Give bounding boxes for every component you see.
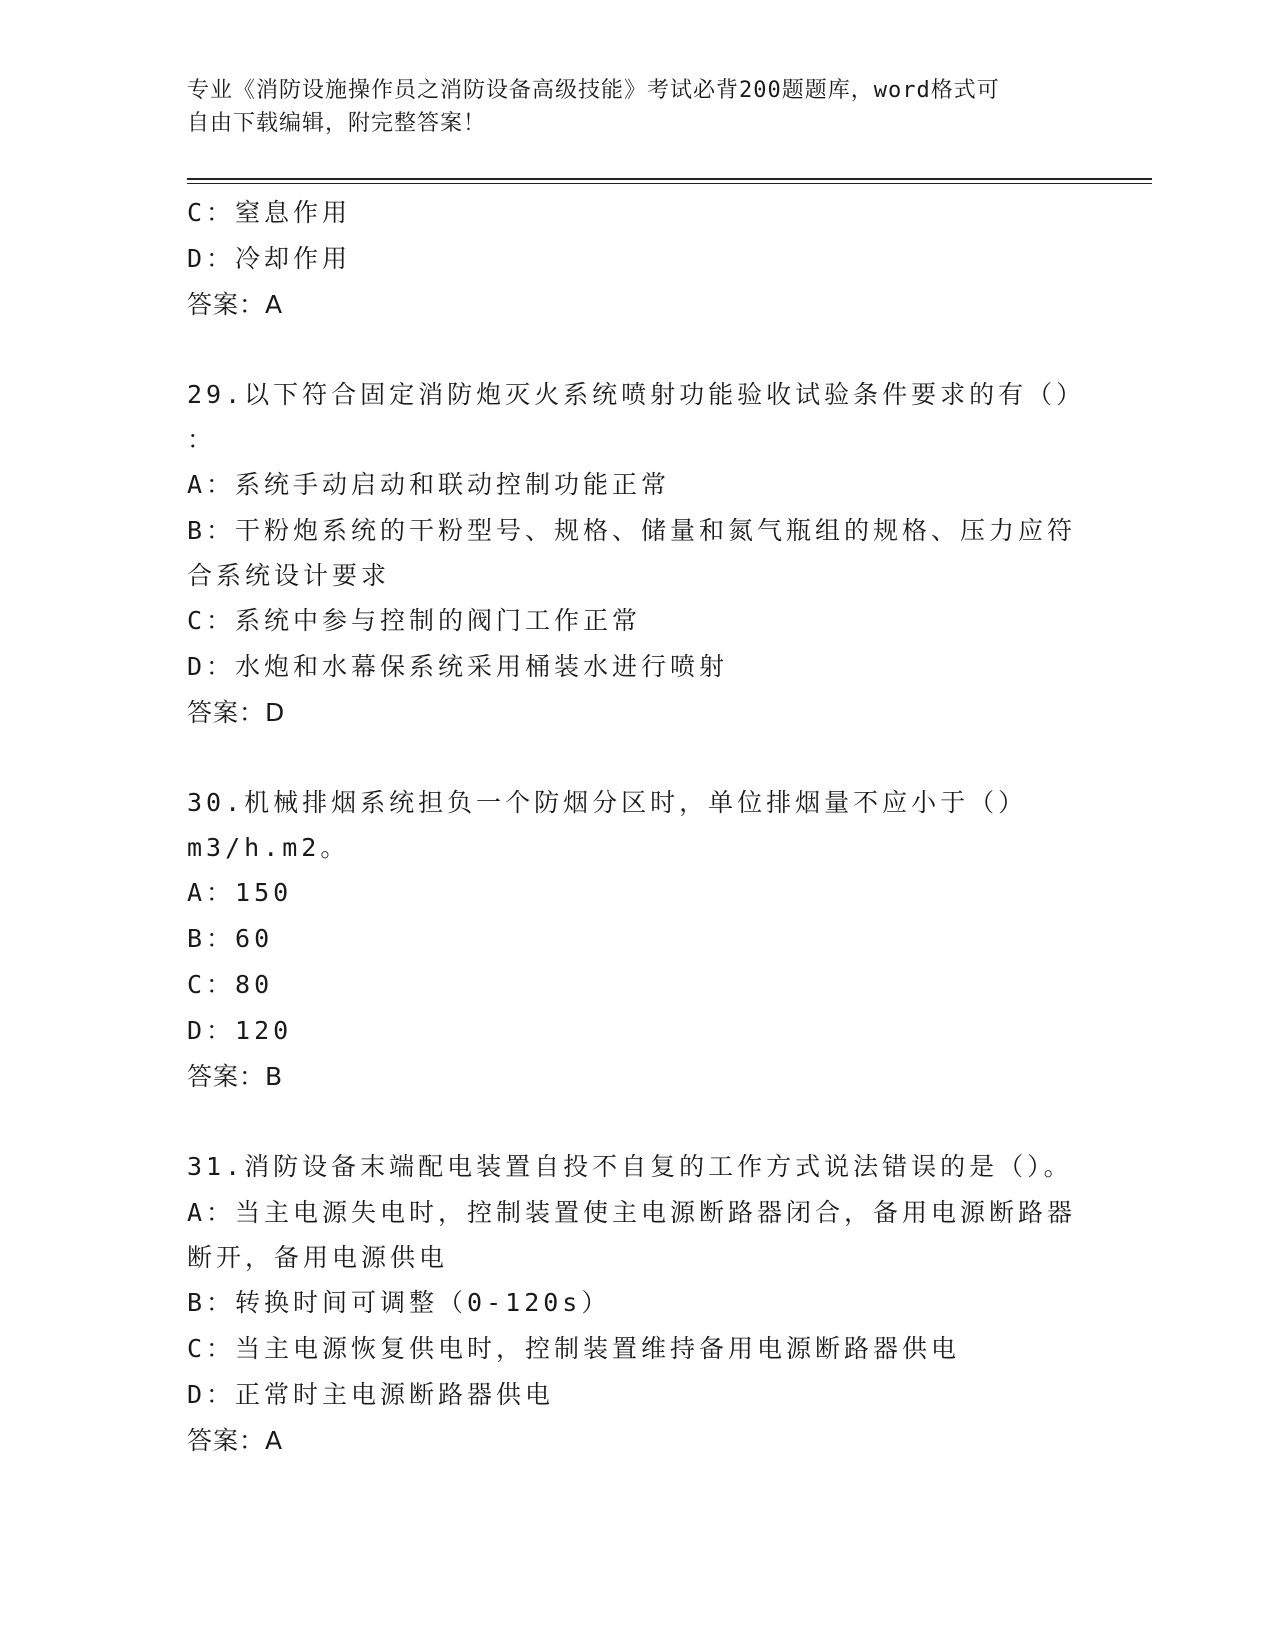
question-stem: 31.消防设备末端配电装置自投不自复的工作方式说法错误的是（）。: [187, 1152, 1073, 1181]
option-a-continued: 断开，备用电源供电: [187, 1243, 449, 1272]
spacer: [187, 328, 1087, 372]
option-a: A：150: [187, 878, 293, 907]
option-c: C：窒息作用: [187, 198, 352, 227]
option-c: C：80: [187, 970, 274, 999]
option-b: B：干粉炮系统的干粉型号、规格、储量和氮气瓶组的规格、压力应符: [187, 516, 1077, 545]
header-divider-thick: [187, 178, 1152, 180]
question-30: [187, 780, 1087, 1100]
option-c: C：系统中参与控制的阀门工作正常: [187, 606, 642, 635]
answer-line: 答案：D: [187, 698, 286, 727]
option-d: D：120: [187, 1016, 293, 1045]
answer-line: 答案：A: [187, 1426, 284, 1455]
option-c: C：当主电源恢复供电时，控制装置维持备用电源断路器供电: [187, 1334, 961, 1363]
question-stem-continued: m3/h.m2。: [187, 833, 350, 862]
document-header: [187, 74, 1087, 140]
answer-line: 答案：A: [187, 290, 284, 319]
header-line-1: 专业《消防设施操作员之消防设备高级技能》考试必背200题题库，word格式可: [187, 78, 1000, 103]
header-divider-thin: [187, 183, 1152, 184]
question-28-tail: [187, 190, 1087, 328]
answer-line: 答案：B: [187, 1062, 284, 1091]
question-list: [187, 190, 1087, 1464]
question-29: [187, 372, 1087, 736]
option-d: D：正常时主电源断路器供电: [187, 1380, 555, 1409]
question-stem: 30.机械排烟系统担负一个防烟分区时，单位排烟量不应小于（）: [187, 788, 1028, 817]
option-b: B：60: [187, 924, 274, 953]
header-line-2: 自由下载编辑，附完整答案！: [187, 111, 487, 136]
spacer: [187, 736, 1087, 780]
option-d: D：冷却作用: [187, 244, 352, 273]
option-a: A：系统手动启动和联动控制功能正常: [187, 470, 671, 499]
option-b: B：转换时间可调整（0-120s）: [187, 1288, 611, 1317]
question-stem: 29.以下符合固定消防炮灭火系统喷射功能验收试验条件要求的有（）: [187, 380, 1086, 409]
question-stem-continued: ：: [187, 425, 217, 454]
spacer: [187, 1100, 1087, 1144]
option-a: A：当主电源失电时，控制装置使主电源断路器闭合，备用电源断路器: [187, 1198, 1077, 1227]
question-31: [187, 1144, 1087, 1464]
option-d: D：水炮和水幕保系统采用桶装水进行喷射: [187, 652, 729, 681]
option-b-continued: 合系统设计要求: [187, 561, 391, 590]
